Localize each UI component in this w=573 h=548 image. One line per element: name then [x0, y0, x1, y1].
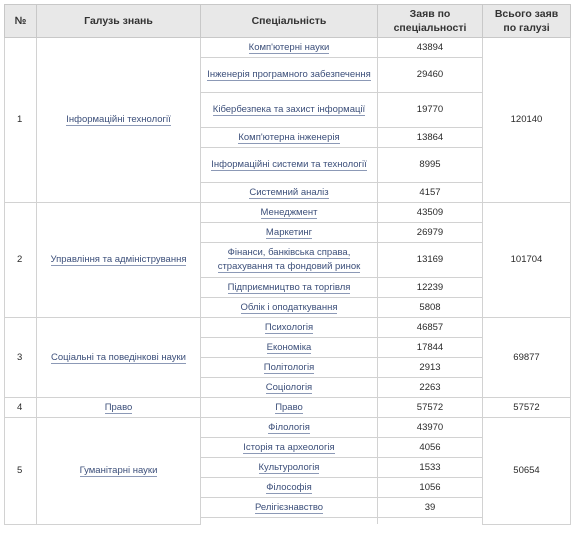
- specialty-apps: 1056: [378, 478, 483, 498]
- table-header-row: [5, 5, 571, 38]
- specialty-cell: [201, 93, 378, 128]
- specialty-cell: [201, 38, 378, 58]
- group-field-cell: [37, 418, 201, 525]
- specialty-apps: 12239: [378, 278, 483, 298]
- specialty-link[interactable]: Комп'ютерні науки: [248, 41, 330, 53]
- table-row: [5, 38, 571, 58]
- specialty-apps: 13864: [378, 128, 483, 148]
- specialty-cell: [201, 358, 378, 378]
- header-apps-specialty: Заяв по спеціальності: [378, 5, 483, 38]
- specialty-cell: [201, 378, 378, 398]
- group-number: 1: [5, 38, 37, 203]
- specialty-apps: 8995: [378, 148, 483, 183]
- specialty-apps: 26979: [378, 223, 483, 243]
- specialty-cell: [201, 318, 378, 338]
- specialty-link[interactable]: Філософія: [266, 481, 312, 493]
- specialty-apps: 39: [378, 498, 483, 518]
- specialty-cell: [201, 498, 378, 518]
- header-field: Галузь знань: [37, 5, 201, 38]
- specialty-link[interactable]: Комп'ютерна інженерія: [238, 131, 340, 143]
- header-number: №: [5, 5, 37, 38]
- specialty-cell: [201, 128, 378, 148]
- specialty-cell: [201, 278, 378, 298]
- specialty-cell: [201, 298, 378, 318]
- group-field-cell: [37, 203, 201, 318]
- field-link[interactable]: Інформаційні технології: [66, 114, 171, 125]
- specialty-apps: 4056: [378, 438, 483, 458]
- group-number: 3: [5, 318, 37, 398]
- specialty-cell: [201, 223, 378, 243]
- specialty-apps: 13169: [378, 243, 483, 278]
- header-apps-total: Всього заяв по галузі: [483, 5, 571, 38]
- specialty-link[interactable]: Фінанси, банківська справа, страхування та фондовий ринок: [217, 247, 361, 272]
- specialty-link[interactable]: Економіка: [266, 341, 312, 353]
- specialty-apps: 4157: [378, 183, 483, 203]
- field-link[interactable]: Управління та адміністрування: [50, 254, 187, 265]
- group-number: 2: [5, 203, 37, 318]
- specialty-apps: 2263: [378, 378, 483, 398]
- specialty-link[interactable]: Інженерія програмного забезпечення: [207, 69, 371, 80]
- group-total: 120140: [483, 38, 571, 203]
- specialty-cell: [201, 478, 378, 498]
- specialty-cell: [201, 243, 378, 278]
- specialty-cell: [201, 203, 378, 223]
- specialty-apps: 5808: [378, 298, 483, 318]
- group-total: 69877: [483, 318, 571, 398]
- group-total: 101704: [483, 203, 571, 318]
- field-link[interactable]: Соціальні та поведінкові науки: [51, 351, 186, 363]
- specialty-apps: 19770: [378, 93, 483, 128]
- specialty-cell: [201, 398, 378, 418]
- table-body: [5, 38, 571, 525]
- specialty-apps: 43509: [378, 203, 483, 223]
- specialty-apps: 43970: [378, 418, 483, 438]
- specialty-link[interactable]: Маркетинг: [265, 226, 313, 238]
- specialty-link[interactable]: Менеджмент: [260, 206, 318, 218]
- specialty-cell: [201, 338, 378, 358]
- specialty-link[interactable]: Системний аналіз: [249, 186, 329, 198]
- field-link[interactable]: Гуманітарні науки: [79, 464, 158, 476]
- specialty-apps: 43894: [378, 38, 483, 58]
- specialty-cell: [201, 438, 378, 458]
- field-link[interactable]: Право: [104, 401, 133, 413]
- specialty-cell: [201, 458, 378, 478]
- specialty-link[interactable]: Культурологія: [258, 461, 320, 473]
- table-row: [5, 418, 571, 438]
- specialty-apps: 2913: [378, 358, 483, 378]
- specialty-link[interactable]: Інформаційні системи та технології: [211, 159, 367, 170]
- specialty-cell: [201, 58, 378, 93]
- specialty-link[interactable]: Релігієзнавство: [254, 501, 324, 513]
- specialty-link[interactable]: Право: [275, 401, 303, 413]
- specialty-apps: 1533: [378, 458, 483, 478]
- specialty-link[interactable]: Підприємництво та торгівля: [227, 281, 351, 293]
- specialty-apps: 17844: [378, 338, 483, 358]
- group-number: 5: [5, 418, 37, 525]
- specialty-apps: 46857: [378, 318, 483, 338]
- specialty-link[interactable]: Облік і оподаткування: [240, 301, 338, 313]
- group-number: 4: [5, 398, 37, 418]
- group-total: 50654: [483, 418, 571, 525]
- specialty-link[interactable]: Кібербезпека та захист інформації: [212, 104, 366, 115]
- group-field-cell: [37, 38, 201, 203]
- specialty-apps: 57572: [378, 398, 483, 418]
- specialty-cell: [201, 148, 378, 183]
- specialty-link[interactable]: Політологія: [263, 361, 315, 373]
- empty-cell: [201, 518, 378, 525]
- group-field-cell: [37, 398, 201, 418]
- specialty-cell: [201, 183, 378, 203]
- specialty-link[interactable]: Психологія: [264, 321, 314, 333]
- table-row: [5, 398, 571, 418]
- applications-table: [4, 4, 571, 525]
- group-field-cell: [37, 318, 201, 398]
- specialty-link[interactable]: Історія та археологія: [243, 441, 335, 453]
- group-total: 57572: [483, 398, 571, 418]
- specialty-apps: 29460: [378, 58, 483, 93]
- header-specialty: Спеціальність: [201, 5, 378, 38]
- empty-cell: [378, 518, 483, 525]
- specialty-cell: [201, 418, 378, 438]
- specialty-link[interactable]: Філологія: [268, 421, 310, 433]
- table-row: [5, 318, 571, 338]
- table-row: [5, 203, 571, 223]
- specialty-link[interactable]: Соціологія: [265, 381, 313, 393]
